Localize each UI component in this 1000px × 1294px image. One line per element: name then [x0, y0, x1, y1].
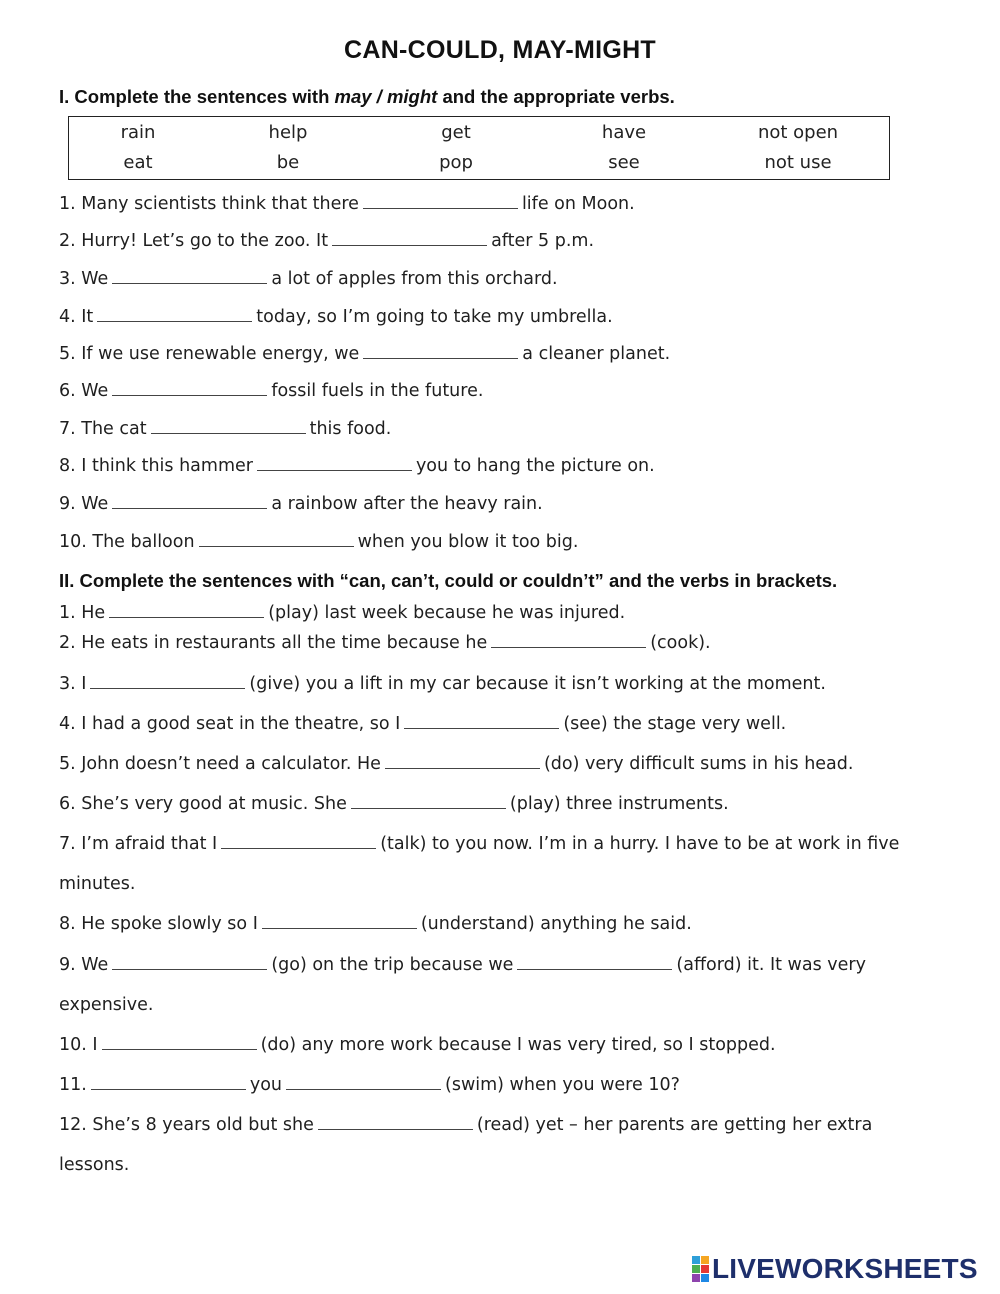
- liveworksheets-logo-text: LIVEWORKSHEETS: [712, 1253, 978, 1284]
- answer-blank[interactable]: [91, 1075, 246, 1090]
- s1-text: a rainbow after the heavy rain.: [271, 494, 543, 514]
- s2-text: 9. We: [59, 955, 109, 975]
- word-bank-word: have: [601, 122, 647, 143]
- word-bank-box: [68, 116, 890, 180]
- answer-blank[interactable]: [262, 914, 417, 929]
- s2-text: 7. I’m afraid that I: [59, 834, 218, 854]
- s2-text: (read) yet – her parents are getting her extra: [476, 1115, 873, 1135]
- s1-sentence-9: [59, 494, 543, 514]
- s1-text: you to hang the picture on.: [415, 456, 655, 476]
- answer-blank[interactable]: [112, 269, 267, 284]
- s1-text: 9. We: [59, 494, 109, 514]
- s1-sentence-7: [59, 419, 391, 439]
- answer-blank[interactable]: [363, 194, 518, 209]
- s1-text: a cleaner planet.: [522, 344, 671, 364]
- s2-text: (afford) it. It was very: [676, 955, 866, 975]
- s1-text: 4. It: [59, 307, 94, 327]
- s2-text: 2. He eats in restaurants all the time because he: [59, 633, 488, 653]
- answer-blank[interactable]: [151, 419, 306, 434]
- s1-text: 6. We: [59, 381, 109, 401]
- s1-text: when you blow it too big.: [357, 532, 579, 552]
- answer-blank[interactable]: [112, 381, 267, 396]
- answer-blank[interactable]: [363, 344, 518, 359]
- answer-blank[interactable]: [517, 955, 672, 970]
- s2-text: minutes.: [59, 874, 136, 894]
- s1-sentence-10: [59, 532, 578, 552]
- s2-sentence-7: [59, 834, 899, 854]
- s1-sentence-2: [59, 231, 594, 251]
- logo-square: [701, 1274, 709, 1282]
- s1-text: 10. The balloon: [59, 532, 195, 552]
- section-1-heading: [59, 86, 675, 108]
- liveworksheets-logo-icon: [692, 1256, 709, 1282]
- s1-text: life on Moon.: [521, 194, 635, 214]
- s1-sentence-8: [59, 456, 655, 476]
- s2-text: (do) any more work because I was very tired, so I stopped.: [260, 1035, 776, 1055]
- s1-text: today, so I’m going to take my umbrella.: [256, 307, 613, 327]
- answer-blank[interactable]: [221, 834, 376, 849]
- logo-square: [692, 1256, 700, 1264]
- s2-text: (do) very difficult sums in his head.: [543, 754, 854, 774]
- section-1-heading-end: and the appropriate verbs.: [437, 86, 675, 107]
- s2-text: (talk) to you now. I’m in a hurry. I have to be at work in five: [380, 834, 900, 854]
- s1-sentence-3: [59, 269, 558, 289]
- section-1-heading-italic: may / might: [334, 86, 438, 107]
- s2-sentence-9-cont: [59, 995, 153, 1015]
- s1-sentence-5: [59, 344, 670, 364]
- word-bank-word: pop: [439, 152, 473, 173]
- s2-text: lessons.: [59, 1155, 130, 1175]
- answer-blank[interactable]: [385, 754, 540, 769]
- s1-text: 5. If we use renewable energy, we: [59, 344, 360, 364]
- s2-sentence-5: [59, 754, 853, 774]
- word-bank-word: be: [276, 152, 300, 173]
- answer-blank[interactable]: [318, 1115, 473, 1130]
- word-bank-word: not open: [757, 122, 839, 143]
- s2-text: 12. She’s 8 years old but she: [59, 1115, 314, 1135]
- logo-square: [692, 1274, 700, 1282]
- s1-text: after 5 p.m.: [491, 231, 595, 251]
- s1-sentence-4: [59, 307, 613, 327]
- logo-square: [692, 1265, 700, 1273]
- s2-sentence-12: [59, 1115, 872, 1135]
- answer-blank[interactable]: [112, 955, 267, 970]
- word-bank-word: not use: [764, 152, 832, 173]
- answer-blank[interactable]: [90, 674, 245, 689]
- s2-sentence-8: [59, 914, 692, 934]
- s2-sentence-11: [59, 1075, 680, 1095]
- word-bank-word: get: [441, 122, 471, 143]
- s2-sentence-2: [59, 633, 711, 653]
- worksheet-title: CAN-COULD, MAY-MIGHT: [343, 36, 656, 64]
- s2-sentence-9: [59, 955, 866, 975]
- answer-blank[interactable]: [332, 231, 487, 246]
- s2-text: 1. He: [59, 603, 106, 623]
- answer-blank[interactable]: [404, 714, 559, 729]
- answer-blank[interactable]: [491, 633, 646, 648]
- word-bank-word: eat: [123, 152, 153, 173]
- s2-sentence-7-cont: [59, 874, 135, 894]
- word-bank-word: help: [268, 122, 308, 143]
- s1-text: 2. Hurry! Let’s go to the zoo. It: [59, 231, 329, 251]
- answer-blank[interactable]: [109, 603, 264, 618]
- answer-blank[interactable]: [351, 794, 506, 809]
- s2-text: 10. I: [59, 1035, 98, 1055]
- s1-text: a lot of apples from this orchard.: [271, 269, 558, 289]
- s2-sentence-6: [59, 794, 729, 814]
- s2-text: 3. I: [59, 674, 87, 694]
- logo-square: [701, 1256, 709, 1264]
- s2-sentence-10: [59, 1035, 776, 1055]
- s2-text: you: [249, 1075, 282, 1095]
- answer-blank[interactable]: [102, 1035, 257, 1050]
- word-bank-word: see: [608, 152, 640, 173]
- s1-text: 8. I think this hammer: [59, 456, 253, 476]
- s1-text: 7. The cat: [59, 419, 147, 439]
- s2-text: 5. John doesn’t need a calculator. He: [59, 754, 381, 774]
- s2-sentence-1: [59, 603, 625, 623]
- answer-blank[interactable]: [97, 307, 252, 322]
- s2-text: (play) three instruments.: [509, 794, 729, 814]
- s2-text: (play) last week because he was injured.: [268, 603, 626, 623]
- s1-sentence-6: [59, 381, 483, 401]
- s2-text: 11.: [59, 1075, 87, 1095]
- answer-blank[interactable]: [257, 456, 412, 471]
- section-2-heading: II. Complete the sentences with “can, can’t, could or couldn’t” and the verbs in brackets.: [59, 570, 838, 591]
- s1-text: fossil fuels in the future.: [271, 381, 484, 401]
- logo-square: [701, 1265, 709, 1273]
- liveworksheets-logo: [692, 1254, 978, 1284]
- s2-text: (cook).: [650, 633, 711, 653]
- s2-text: (understand) anything he said.: [420, 914, 692, 934]
- word-bank-word: rain: [120, 122, 156, 143]
- s2-sentence-12-cont: [59, 1155, 129, 1175]
- s2-text: 8. He spoke slowly so I: [59, 914, 258, 934]
- s2-text: (see) the stage very well.: [563, 714, 787, 734]
- s1-text: this food.: [309, 419, 392, 439]
- s2-text: (give) you a lift in my car because it isn’t working at the moment.: [249, 674, 826, 694]
- s1-text: 3. We: [59, 269, 109, 289]
- s2-text: (swim) when you were 10?: [445, 1075, 680, 1095]
- answer-blank[interactable]: [112, 494, 267, 509]
- s1-text: 1. Many scientists think that there: [59, 194, 359, 214]
- s1-sentence-1: [59, 194, 635, 214]
- answer-blank[interactable]: [199, 532, 354, 547]
- s2-text: 6. She’s very good at music. She: [59, 794, 347, 814]
- s2-sentence-3: [59, 674, 826, 694]
- s2-text: expensive.: [59, 995, 154, 1015]
- s2-sentence-4: [59, 714, 786, 734]
- s2-text: (go) on the trip because we: [271, 955, 514, 975]
- section-1-heading-start: I. Complete the sentences with: [59, 86, 335, 107]
- answer-blank[interactable]: [286, 1075, 441, 1090]
- s2-text: 4. I had a good seat in the theatre, so I: [59, 714, 401, 734]
